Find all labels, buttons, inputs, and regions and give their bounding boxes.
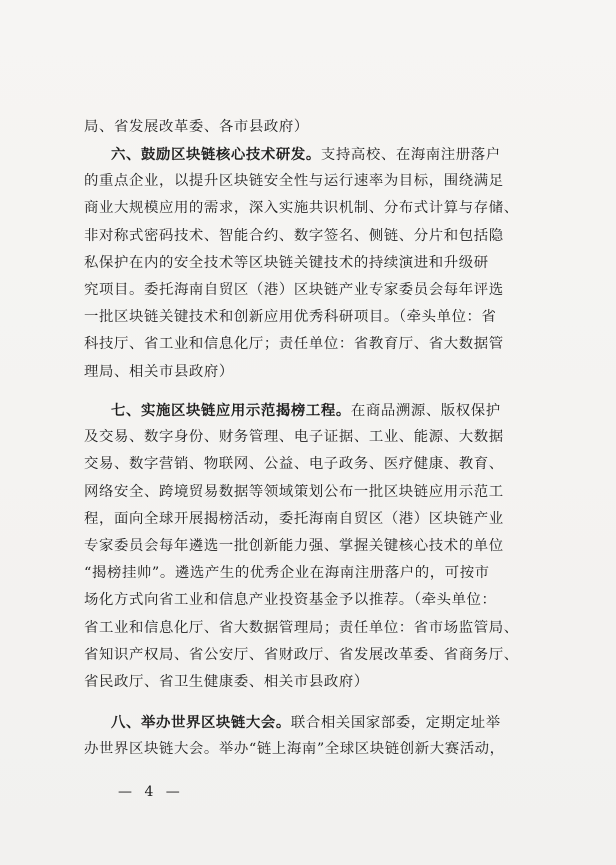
text-line: 究项目。委托海南自贸区（港）区块链产业专家委员会每年评选 [84, 281, 504, 298]
text-line: 省民政厅、省卫生健康委、相关市县政府） [84, 673, 369, 690]
text-line: 商业大规模应用的需求，深入实施共识机制、分布式计算与存储、 [84, 200, 519, 217]
text-line: 联合相关国家部委，定期定址举 [290, 715, 501, 731]
text-line: 及交易、数字身份、财务管理、电子证据、工业、能源、大数据 [84, 429, 504, 446]
section-7-paragraph [84, 397, 540, 696]
text-line: 网络安全、跨境贸易数据等领域策划公布一批区块链应用示范工 [84, 483, 504, 500]
section-6-heading: 六、鼓励区块链核心技术研发。 [111, 146, 321, 163]
text-line: 的重点企业，以提升区块链安全性与运行速率为目标，围绕满足 [84, 173, 504, 190]
text-line: 理局、相关市县政府） [84, 363, 234, 380]
section-6-first-line [84, 141, 540, 168]
text-line: 在商品溯源、版权保护 [350, 403, 501, 419]
section-7-first-line [84, 397, 540, 424]
section-8-heading: 八、举办世界区块链大会。 [111, 714, 291, 731]
section-8-first-line [84, 709, 540, 736]
section-6-paragraph [84, 141, 540, 386]
section-7-heading: 七、实施区块链应用示范揭榜工程。 [111, 402, 351, 419]
page-number: — 4 — [118, 784, 184, 800]
section-8-paragraph [84, 709, 540, 763]
text-line: 私保护在内的安全技术等区块链关键技术的持续演进和升级研 [84, 254, 489, 271]
text-line: 专家委员会每年遴选一批创新能力强、掌握关键核心技术的单位 [84, 537, 504, 554]
text-line: 场化方式向省工业和信息产业投资基金予以推荐。（牵头单位： [84, 592, 497, 609]
text-line: 科技厅、省工业和信息化厅；责任单位：省教育厅、省大数据管 [84, 336, 504, 353]
text-line: “揭榜挂帅”。遴选产生的优秀企业在海南注册落户的，可按市 [84, 565, 490, 582]
text-line: 支持高校、在海南注册落户 [320, 147, 501, 163]
text-line: 非对称式密码技术、智能合约、数字签名、侧链、分片和包括隐 [84, 227, 504, 244]
text-line: 局、省发展改革委、各市县政府） [84, 119, 309, 135]
continuation-paragraph [84, 114, 540, 141]
text-line: 办世界区块链大会。举办“链上海南”全球区块链创新大赛活动， [84, 741, 505, 758]
text-line: 程，面向全球开展揭榜活动，委托海南自贸区（港）区块链产业 [84, 510, 504, 527]
text-line: 省工业和信息化厅、省大数据管理局；责任单位：省市场监管局、 [84, 619, 519, 636]
text-line: 省知识产权局、省公安厅、省财政厅、省发展改革委、省商务厅、 [84, 646, 519, 663]
text-line: 一批区块链关键技术和创新应用优秀科研项目。（牵头单位：省 [84, 309, 497, 326]
text-line: 交易、数字营销、物联网、公益、电子政务、医疗健康、教育、 [84, 456, 504, 473]
